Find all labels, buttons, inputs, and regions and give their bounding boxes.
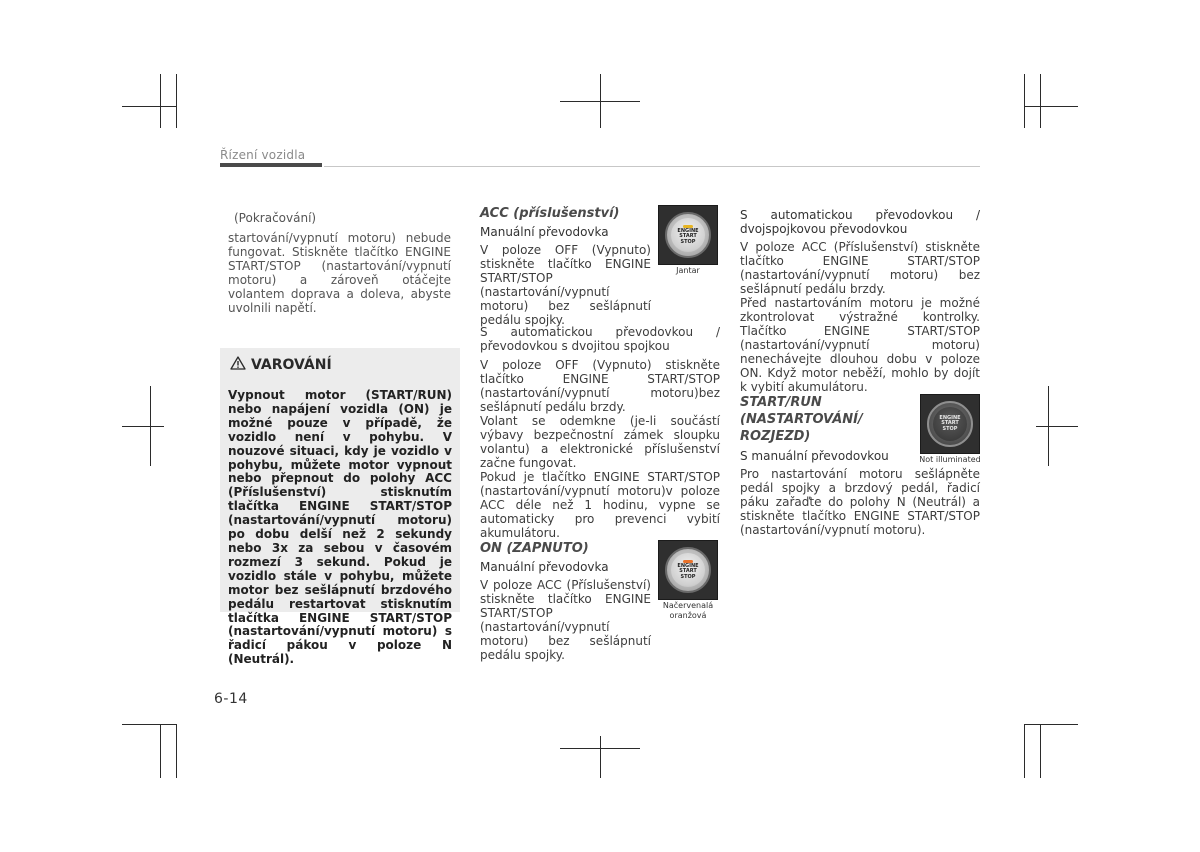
on-manual-text: V poloze ACC (Příslušenství) stiskněte tlačítko ENGINE START/STOP (nastartování/vypnutí motoru) bez sešlápnutí pedálu spojky. <box>480 578 651 662</box>
engine-button-image-off <box>920 394 980 454</box>
continued-paragraph: startování/vypnutí motoru) nebude fungovat. Stiskněte tlačítko ENGINE START/STOP (nastartování/vypnutí motoru) a zároveň otáčejte volantem doprava a doleva, abyste uvolnili napětí. <box>228 231 451 315</box>
button-label-engine: ENGINE <box>677 227 699 234</box>
on-heading: ON (ZAPNUTO) <box>480 541 589 556</box>
warning-text: Vypnout motor (START/RUN) nebo napájení vozidla (ON) je možné pouze v případě, že vozidlo není v pohybu. V nouzové situaci, kdy je vozidlo v pohybu, můžete motor vypnout nebo přepnout do polohy ACC (Příslušenství) stisknutím tlačítka ENGINE START/STOP (nastartování/vypnutí motoru) po dobu delší než 2 sekundy nebo 3x za sebou v časovém rozmezí 3 sekund. Pokud je vozidlo stále v pohybu, můžete motor bez sešlápnutí brzdového pedálu restartovat stisknutím tlačítka ENGINE START/STOP (nastartování/vypnutí motoru) s řadicí pákou v poloze N (Neutrál). <box>228 388 452 667</box>
orange-caption-line-2: oranžová <box>669 611 707 620</box>
amber-caption: Jantar <box>676 266 700 275</box>
page-number: 6-14 <box>214 691 248 707</box>
button-label-start: START <box>679 568 697 575</box>
auto-label: S automatickou převodovkou / dvojspojkovou převodovkou <box>740 208 980 236</box>
section-title: Řízení vozidla <box>220 148 306 162</box>
button-label-engine: ENGINE <box>939 414 961 421</box>
warning-title <box>230 356 332 374</box>
warning-title-text: VAROVÁNÍ <box>251 357 332 373</box>
acc-auto-label: S automatickou převodovkou / převodovkou s dvojitou spojkou <box>480 325 720 353</box>
acc-heading: ACC (příslušenství) <box>480 206 620 221</box>
start-run-heading-line-2: (NASTARTOVÁNÍ/ <box>740 412 863 427</box>
off-caption: Not illuminated <box>919 455 981 464</box>
acc-manual-label: Manuální převodovka <box>480 225 609 239</box>
button-label-start: START <box>941 420 959 427</box>
orange-caption-line-1: Načervenalá <box>662 601 714 610</box>
engine-button-image-amber <box>658 205 718 265</box>
start-run-heading-line-1: START/RUN <box>740 395 822 410</box>
column-1 <box>228 211 451 315</box>
acc-manual-text: V poloze OFF (Vypnuto) stiskněte tlačítko ENGINE START/STOP (nastartování/vypnutí motoru) bez sešlápnutí pedálu spojky. <box>480 243 651 327</box>
auto-text: V poloze ACC (Příslušenství) stiskněte tlačítko ENGINE START/STOP (nastartování/vypnutí motoru) bez sešlápnutí pedálu brzdy. Před nastartováním motoru je možné zkontrolovat výstražné kontrolky. Tlačítko ENGINE START/STOP (nastartování/vypnutí motoru) nenechávejte dlouhou dobu v poloze ON. Když motor neběží, mohlo by dojít k vybití akumulátoru. <box>740 240 980 394</box>
header-bar <box>220 163 322 167</box>
start-manual-label: S manuální převodovkou <box>740 449 889 463</box>
start-run-heading-line-3: ROZJEZD) <box>740 429 811 444</box>
orange-caption <box>656 601 720 621</box>
engine-button-image-orange <box>658 540 718 600</box>
button-label-stop: STOP <box>942 425 958 432</box>
continued-label: (Pokračování) <box>234 211 317 225</box>
acc-auto-text: V poloze OFF (Vypnuto) stiskněte tlačítko ENGINE START/STOP (nastartování/vypnutí motoru)bez sešlápnutí pedálu brzdy. Volant se odemkne (je-li součástí výbavy bezpečnostní zámek sloupku volantu) a elektronické příslušenství začne fungovat. Pokud je tlačítko ENGINE START/STOP (nastartování/vypnutí motoru)v poloze ACC déle než 1 hodinu, vypne se automaticky pro prevenci vybití akumulátoru. <box>480 358 720 540</box>
warning-triangle-icon <box>230 356 246 374</box>
button-label-engine: ENGINE <box>677 562 699 569</box>
button-label-stop: STOP <box>680 573 696 580</box>
on-manual-label: Manuální převodovka <box>480 560 609 574</box>
start-run-heading <box>740 394 863 445</box>
start-manual-text: Pro nastartování motoru sešlápněte pedál spojky a brzdový pedál, řadicí páku zařaďte do polohy N (Neutrál) a stiskněte tlačítko ENGINE START/STOP (nastartování/vypnutí motoru). <box>740 467 980 537</box>
button-label-stop: STOP <box>680 238 696 245</box>
button-label-start: START <box>679 233 697 240</box>
header-rule <box>324 166 980 167</box>
